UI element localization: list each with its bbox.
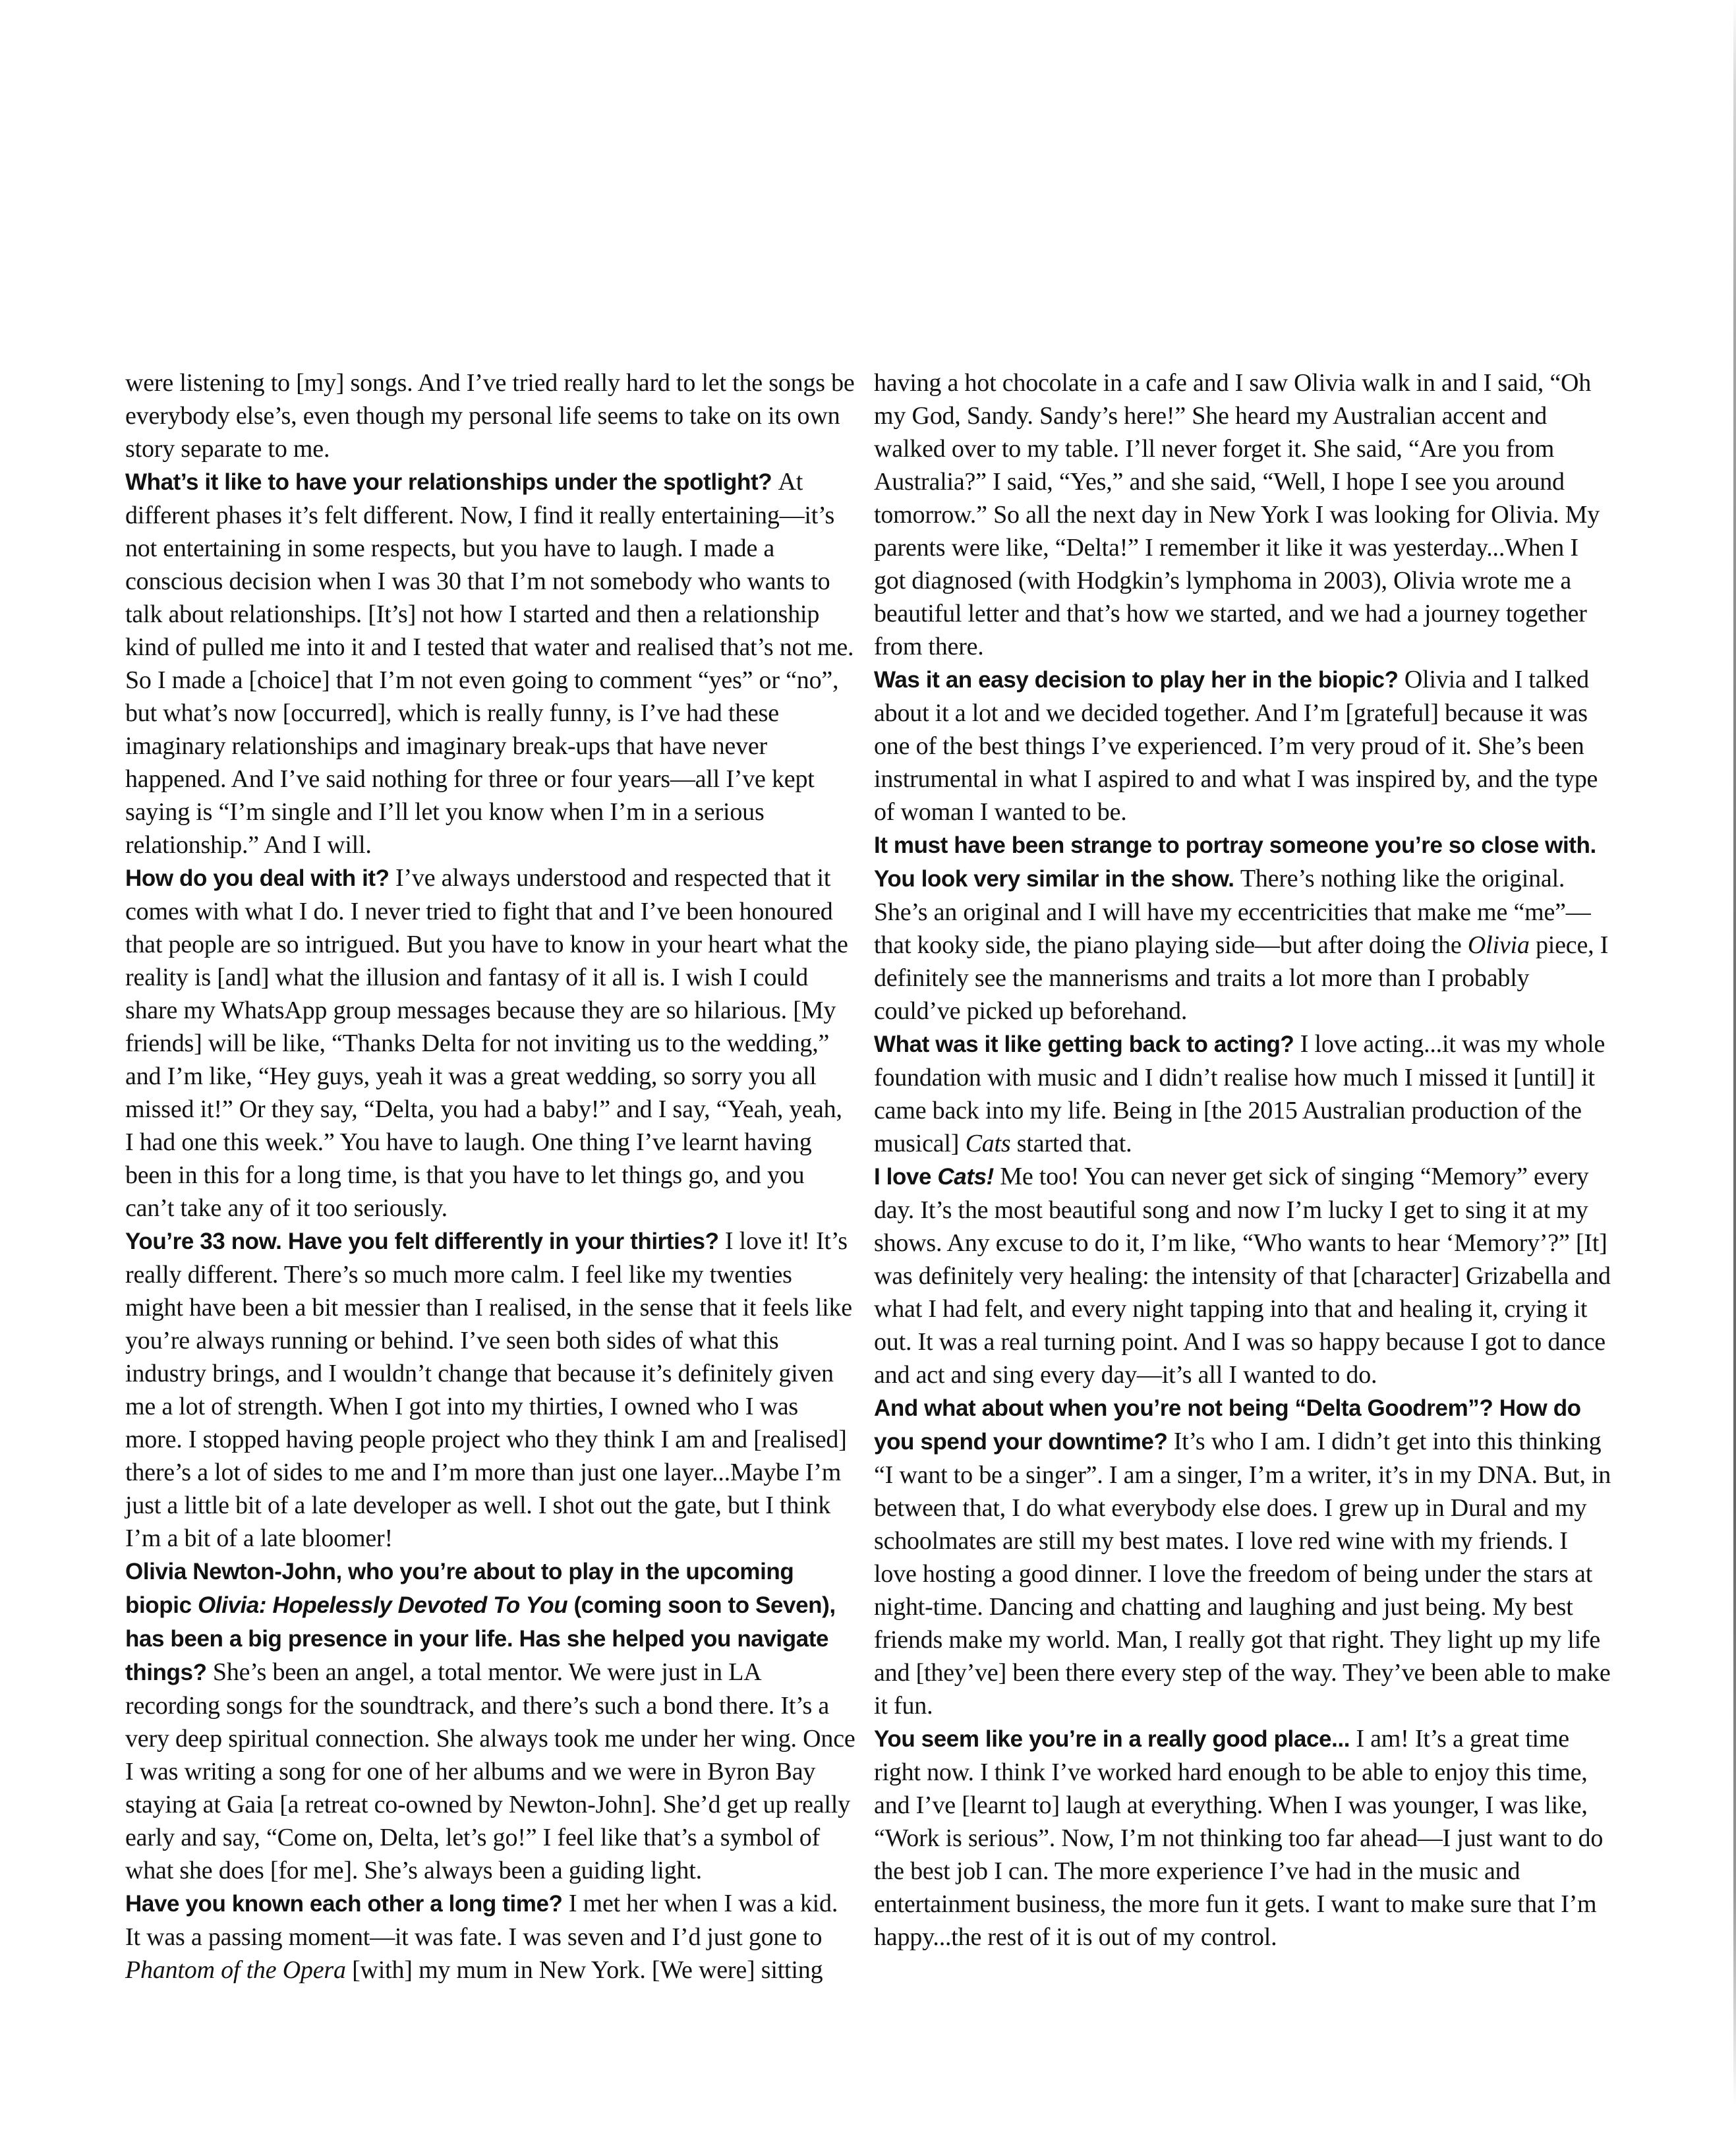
answer-text: [with] my mum in New York. [We were] sitting [345, 1956, 823, 1984]
text-column-left [125, 366, 855, 1987]
interview-paragraph [874, 1391, 1612, 1722]
answer-text: At different phases it’s felt different. Now, I find it really entertaining—it’s not entertaining in some respects, but you have to laugh. I made a conscious decision when I was 30 that I’m not somebody who wants to talk about relationships. [It’s] not how I started and then a relationship kind of pulled me into it and I tested that water and realised that’s not me. So I made a [choice] that I’m not even going to comment “yes” or “no”, but what’s now [occurred], which is really funny, is I’ve had these imaginary relationships and imaginary break-ups that have never happened. And I’ve said nothing for three or four years—all I’ve kept saying is “I’m single and I’ll let you know when I’m in a serious relationship.” And I will. [125, 468, 854, 859]
answer-text: I’ve always understood and respected that it comes with what I do. I never tried to fight that and I’ve been honoured that people are so intrigued. But you have to know in your heart what the reality is [and] what the illusion and fantasy of it all is. I wish I could share my WhatsApp group messages because they are so hilarious. [My friends] will be like, “Thanks Delta for not inviting us to the wedding,” and I’m like, “Hey guys, yeah it was a great wedding, so sorry you all missed it!” Or they say, “Delta, you had a baby!” and I say, “Yeah, yeah, I had one this week.” You have to laugh. One thing I’ve learnt having been in this for a long time, is that you have to let things go, and you can’t take any of it too seriously. [125, 864, 848, 1222]
question-text: Have you known each other a long time? [125, 1891, 569, 1917]
question-text: Was it an easy decision to play her in the biopic? [874, 667, 1404, 693]
answer-text: I met her when I was a kid. It was a passing moment—it was fate. I was seven and I’d just gone to [125, 1890, 838, 1951]
answer-text: Me too! You can never get sick of singing “Memory” every day. It’s the most beautiful song and now I’m lucky I get to sing it at my shows. Any excuse to do it, I’m like, “Who wants to hear ‘Memory’?” [It] was definitely very healing: the intensity of that [character] Grizabella and what I had felt, and every night tapping into that and healing it, crying it out. It was a real turning point. And I was so happy because I got to dance and act and sing every day—it’s all I wanted to do. [874, 1163, 1611, 1389]
question-text: Olivia Newton-John, who you’re about to play in the upcoming biopic [125, 1559, 794, 1618]
interview-paragraph [874, 1028, 1612, 1160]
interview-paragraph [125, 366, 855, 465]
answer-text: She’s been an angel, a total mentor. We were just in LA recording songs for the soundtrack, and there’s such a bond there. It’s a very deep spiritual connection. She always took me under her wing. Once I was writing a song for one of her albums and we were in Byron Bay staying at Gaia [a retreat co-owned by Newton-John]. She’d get up really early and say, “Come on, Delta, let’s go!” I feel like that’s a symbol of what she does [for me]. She’s always been a guiding light. [125, 1658, 855, 1884]
answer-text: I love acting...it was my whole foundation with music and I didn’t realise how much I missed it [until] it came back into my life. Being in [the 2015 Australian production of the musical] [874, 1030, 1606, 1157]
question-text: What’s it like to have your relationships under the spotlight? [125, 469, 778, 495]
work-title-italic: Olivia [1467, 931, 1530, 959]
question-text: I love [874, 1164, 938, 1190]
interview-paragraph [125, 861, 855, 1225]
interview-paragraph [874, 828, 1612, 1028]
interview-paragraph [874, 1722, 1612, 1954]
question-text: You seem like you’re in a really good place... [874, 1726, 1356, 1752]
question-title-italic: Cats! [937, 1164, 994, 1190]
answer-text: started that. [1010, 1130, 1132, 1157]
question-text: How do you deal with it? [125, 865, 395, 891]
answer-text: piece, I definitely see the mannerisms and traits a lot more than I probably could’ve picked up beforehand. [874, 931, 1609, 1025]
text-column-right [874, 366, 1612, 1954]
interview-paragraph [874, 1160, 1612, 1391]
interview-paragraph [874, 366, 1612, 663]
question-text: (coming soon to Seven), has been a big presence in your life. Has she helped you navigate things? [125, 1592, 836, 1685]
question-text: It must have been strange to portray someone you’re so close with. You look very similar in the show. [874, 832, 1596, 892]
question-text: You’re 33 now. Have you felt differently in your thirties? [125, 1229, 725, 1254]
interview-paragraph [125, 465, 855, 861]
answer-text: were listening to [my] songs. And I’ve tried really hard to let the songs be everybody else’s, even though my personal life seems to take on its own story separate to me. [125, 369, 855, 463]
answer-text: There’s nothing like the original. She’s an original and I will have my eccentricities that make me “me”—that kooky side, the piano playing side—but after doing the [874, 865, 1591, 959]
answer-text: having a hot chocolate in a cafe and I saw Olivia walk in and I said, “Oh my God, Sandy. Sandy’s here!” She heard my Australian accent and walked over to my table. I’ll never forget it. She said, “Are you from Australia?” I said, “Yes,” and she said, “Well, I hope I see you around tomorrow.” So all the next day in New York I was looking for Olivia. My parents were like, “Delta!” I remember it like it was yesterday...When I got diagnosed (with Hodgkin’s lymphoma in 2003), Olivia wrote me a beautiful letter and that’s how we started, and we had a journey together from there. [874, 369, 1600, 660]
answer-text: Olivia and I talked about it a lot and we decided together. And I’m [grateful] because it was one of the best things I’ve experienced. I’m very proud of it. She’s been instrumental in what I aspired to and what I was inspired by, and the type of woman I wanted to be. [874, 666, 1598, 826]
interview-paragraph [125, 1555, 855, 1887]
work-title-italic: Cats [965, 1130, 1011, 1157]
answer-text: I am! It’s a great time right now. I think I’ve worked hard enough to be able to enjoy this time, and I’ve [learnt to] laugh at everything. When I was younger, I was like, “Work is serious”. Now, I’m not thinking too far ahead—I just want to do the best job I can. The more experience I’ve had in the music and entertainment business, the more fun it gets. I want to make sure that I’m happy...the rest of it is out of my control. [874, 1725, 1604, 1951]
interview-paragraph [874, 663, 1612, 828]
answer-text: It’s who I am. I didn’t get into this thinking “I want to be a singer”. I am a singer, I’m a writer, it’s in my DNA. But, in between that, I do what everybody else does. I grew up in Dural and my schoolmates are still my best mates. I love red wine with my friends. I love hosting a good dinner. I love the freedom of being under the stars at night-time. Dancing and chatting and laughing and just being. My best friends make my world. Man, I really got that right. They light up my life and [they’ve] been there every step of the way. They’ve been able to make it fun. [874, 1428, 1611, 1720]
question-text: And what about when you’re not being “Delta Goodrem”? How do you spend your downtime? [874, 1395, 1581, 1455]
page-edge-shadow [1733, 0, 1736, 2148]
interview-paragraph [125, 1887, 855, 1987]
interview-paragraph [125, 1225, 855, 1555]
question-title-italic: Olivia: Hopelessly Devoted To You [197, 1592, 568, 1618]
question-text: What was it like getting back to acting? [874, 1031, 1300, 1057]
answer-text: I love it! It’s really different. There’s so much more calm. I feel like my twenties might have been a bit messier than I realised, in the sense that it feels like you’re always running or behind. I’ve seen both sides of what this industry brings, and I wouldn’t change that because it’s definitely given me a lot of strength. When I got into my thirties, I owned who I was more. I stopped having people project who they think I am and [realised] there’s a lot of sides to me and I’m more than just one layer...Maybe I’m just a little bit of a late developer as well. I shot out the gate, but I think I’m a bit of a late bloomer! [125, 1227, 852, 1552]
work-title-italic: Phantom of the Opera [125, 1956, 346, 1984]
